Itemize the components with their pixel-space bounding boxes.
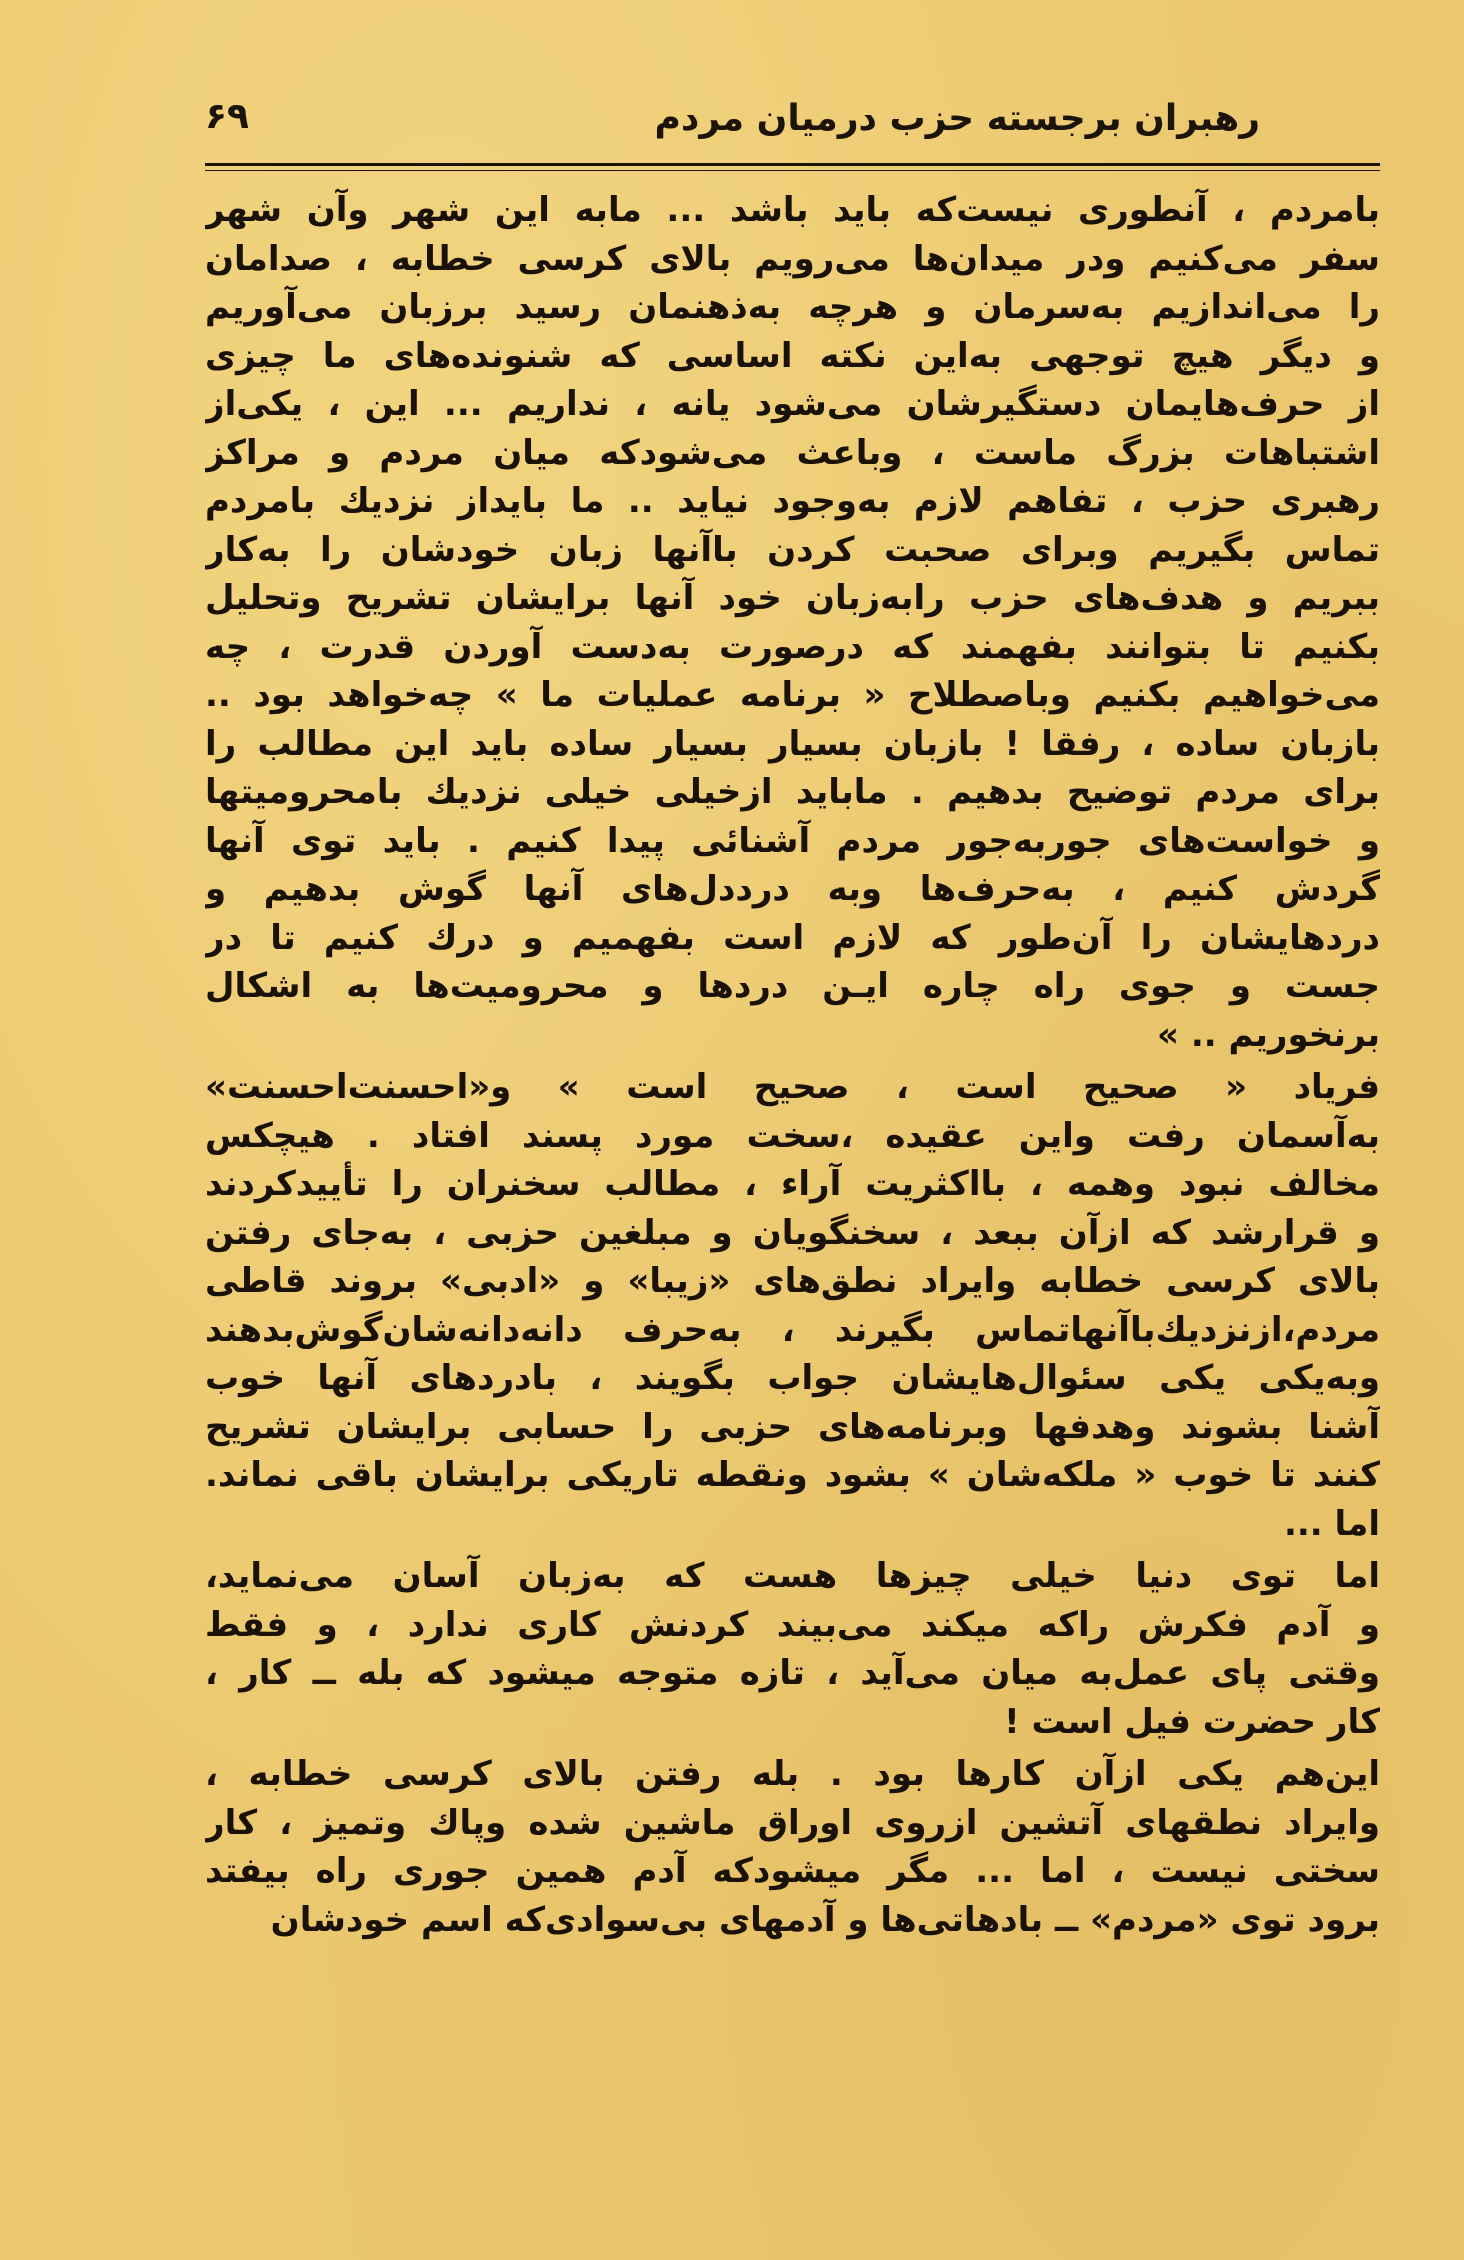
- page-header: [205, 96, 1380, 156]
- paragraph: [205, 1552, 1380, 1746]
- text-line: رهبری حزب ، تفاهم لازم به‌وجود نیاید .. ما بایداز نزدیك بامردم: [205, 481, 1380, 521]
- text-line: اما توی دنیا خیلی چیزها هست که به‌زبان آسان می‌نماید،: [205, 1556, 1380, 1596]
- text-line: و آدم فکرش راکه میکند می‌بیند کردنش کاری ندارد ، و فقط: [205, 1604, 1380, 1645]
- text-line: می‌خواهیم بکنیم وباصطلاح « برنامه عملیات ما » چه‌خواهد بود ..: [205, 675, 1380, 715]
- page-number: ۶۹: [205, 96, 249, 137]
- paragraph: [205, 1750, 1380, 1944]
- header-rule-thin: [205, 170, 1380, 171]
- text-line: دردهایشان را آن‌طور که لازم است بفهمیم و درك کنیم تا در: [205, 917, 1380, 958]
- text-line: وبه‌یکی یکی سئوال‌هایشان جواب بگویند ، بادردهای آنها خوب: [205, 1358, 1380, 1398]
- text-line: فریاد « صحیح است ، صحیح است » و«احسنت‌احسنت»: [205, 1067, 1380, 1107]
- body-text: [205, 186, 1380, 1944]
- text-line: و قرارشد که ازآن ببعد ، سخنگویان و مبلغین حزبی ، به‌جای رفتن: [205, 1212, 1380, 1253]
- text-line: سفر می‌کنیم ودر میدان‌ها می‌رویم بالای کرسی خطابه ، صدامان: [205, 238, 1380, 279]
- text-line: بازبان ساده ، رفقا ! بازبان بسیار بسیار ساده باید این مطالب را: [205, 723, 1380, 764]
- text-line: تماس بگیریم وبرای صحبت کردن باآنها زبان خودشان را به‌کار: [205, 529, 1380, 570]
- text-line: از حرف‌هایمان دستگیرشان می‌شود یانه ، نداریم ... این ، یکی‌از: [205, 384, 1380, 424]
- text-line: را می‌اندازیم به‌سرمان و هرچه به‌ذهنمان رسید برزبان می‌آوریم: [205, 287, 1380, 327]
- text-line: برنخوریم .. »: [1157, 1014, 1380, 1055]
- text-line: وقتی پای عمل‌به میان می‌آید ، تازه متوجه میشود که بله ــ کار ،: [205, 1653, 1380, 1693]
- text-line: جست و جوی راه چاره ایـن دردها و محرومیت‌ها به اشکال: [205, 966, 1380, 1006]
- text-line: بالای کرسی خطابه وایراد نطق‌های «زیبا» و «ادبی» بروند قاطی: [205, 1261, 1380, 1301]
- text-line: سختی نیست ، اما ... مگر میشودکه آدم همین جوری راه بیفتد: [205, 1851, 1380, 1891]
- text-line: و دیگر هیچ توجهی به‌این نکته اساسی که شنونده‌های ما چیزی: [205, 335, 1380, 376]
- paragraph: [205, 186, 1380, 1059]
- text-line: به‌آسمان رفت واین عقیده ،سخت مورد پسند افتاد . هیچکس: [205, 1115, 1380, 1156]
- text-line: اما ...: [1283, 1503, 1380, 1544]
- text-line: بامردم ، آنطوری نیست‌که باید باشد ... مابه این شهر وآن شهر: [205, 190, 1380, 230]
- text-line: برود توی «مردم» ــ بادهاتی‌ها و آدمهای بی‌سوادی‌که اسم خودشان: [270, 1899, 1380, 1940]
- text-line: کنند تا خوب « ملکه‌شان » بشود ونقطه تاریکی برایشان باقی نماند.: [205, 1455, 1380, 1495]
- text-line: آشنا بشوند وهدفها وبرنامه‌های حزبی را حسابی برایشان تشریح: [205, 1406, 1380, 1447]
- text-line: اشتباهات بزرگ ماست ، وباعث می‌شودکه میان مردم و مراکز: [205, 432, 1380, 473]
- text-line: کار حضرت فیل است !: [1004, 1701, 1380, 1742]
- header-rule: [205, 163, 1380, 166]
- text-line: این‌هم یکی ازآن کارها بود . بله رفتن بالای کرسی خطابه ،: [205, 1754, 1380, 1794]
- text-line: برای مردم توضیح بدهیم . مابايد ازخيلی خيلی نزديك بامحروميتها: [205, 772, 1380, 812]
- text-line: گردش کنیم ، به‌حرف‌ها وبه درددل‌های آنها گوش بدهیم و: [205, 869, 1380, 909]
- text-line: ببریم و هدف‌های حزب رابه‌زبان خود آنها برایشان تشریح وتحلیل: [205, 578, 1380, 618]
- text-line: وایراد نطقهای آتشین ازروی اوراق ماشین شده وپاك وتميز ، كار: [205, 1802, 1380, 1843]
- text-line: و خواست‌های جوربه‌جور مردم آشنائی پیدا کنیم . باید توی آنها: [205, 820, 1380, 861]
- running-title: رهبران برجسته حزب درمیان مردم: [654, 98, 1260, 139]
- text-line: مخالف نبود وهمه ، بااکثریت آراء ، مطالب سخنران را تأییدکردند: [205, 1164, 1380, 1204]
- paragraph: [205, 1063, 1380, 1548]
- text-line: مردم،ازنزديك‌باآنهاتماس بگيرند ، به‌حرف دانه‌دانه‌شان‌گوش‌بدهند: [205, 1309, 1380, 1350]
- text-line: بکنیم تا بتوانند بفهمند که درصورت به‌دست آوردن قدرت ، چه: [205, 626, 1380, 667]
